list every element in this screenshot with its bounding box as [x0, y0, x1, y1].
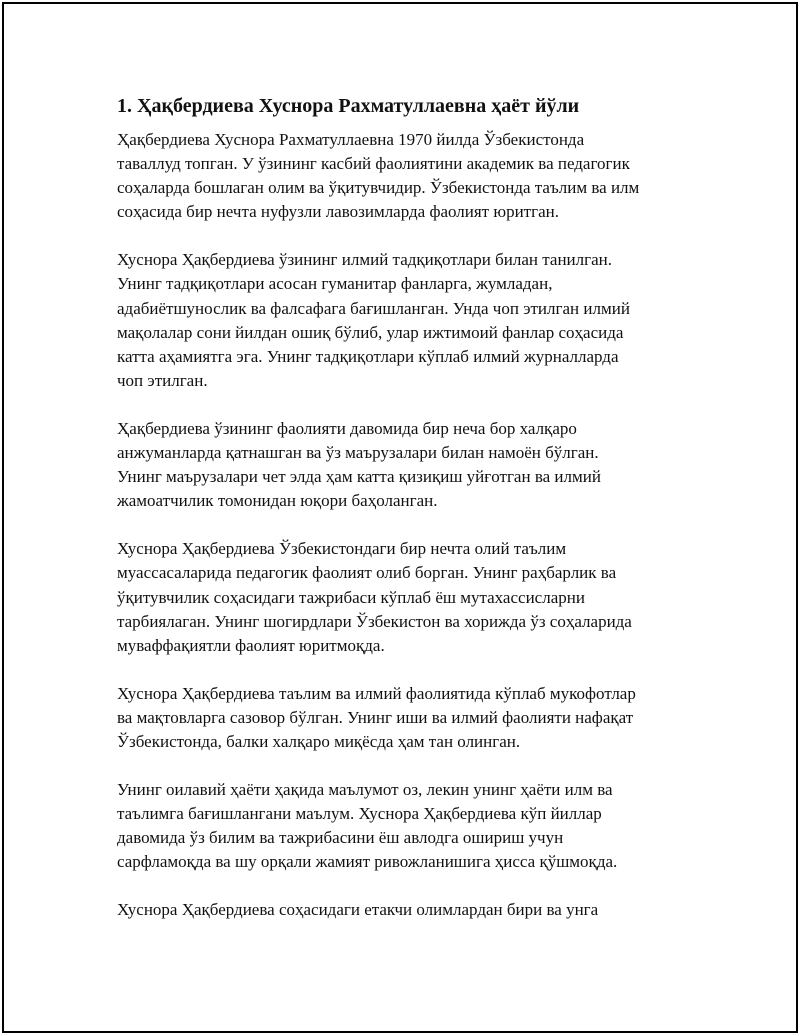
text-line: Унинг тадқиқотлари асосан гуманитар фанларга, жумладан, [117, 274, 553, 294]
text-line: жамоатчилик томонидан юқори баҳоланган. [117, 491, 438, 511]
paragraph [117, 128, 697, 224]
text-line: таваллуд топган. У ўзининг касбий фаолиятини академик ва педагогик [117, 154, 630, 174]
text-line: Ҳақбердиева Хуснора Рахматуллаевна 1970 йилда Ўзбекистонда [117, 130, 585, 149]
text-line: соҳаларда бошлаган олим ва ўқитувчидир. Ўзбекистонда таълим ва илм [117, 178, 640, 198]
text-line: таълимга бағишлангани маълум. Хуснора Ҳақбердиева кўп йиллар [117, 804, 602, 824]
text-line: Ҳақбердиева ўзининг фаолияти давомида бир неча бор халқаро [117, 418, 577, 438]
paragraph [117, 248, 697, 393]
text-line: анжуманларда қатнашган ва ўз маърузалари билан намоён бўлган. [117, 443, 599, 463]
text-line: Хуснора Ҳақбердиева Ўзбекистондаги бир нечта олий таълим [117, 539, 567, 559]
text-line: Унинг оилавий ҳаёти ҳақида маълумот оз, лекин унинг ҳаёти илм ва [117, 780, 613, 800]
text-line: Хуснора Ҳақбердиева соҳасидаги етакчи олимлардан бири ва унга [117, 900, 599, 920]
text-line: адабиётшунослик ва фалсафага бағишланган. Унда чоп этилган илмий [117, 298, 630, 318]
text-line: соҳасида бир нечта нуфузли лавозимларда фаолият юритган. [117, 202, 559, 222]
text-line: ўқитувчилик соҳасидаги тажрибаси кўплаб ёш мутахассисларни [117, 587, 585, 607]
text-line: сарфламоқда ва шу орқали жамият ривожланишига ҳисса қўшмоқда. [117, 852, 618, 872]
text-line: Ўзбекистонда, балки халқаро миқёсда ҳам тан олинган. [117, 731, 521, 751]
paragraph [117, 898, 697, 922]
text-line: ва мақтовларга сазовор бўлган. Унинг иши ва илмий фаолияти нафақат [117, 707, 634, 727]
text-line: катта аҳамиятга эга. Унинг тадқиқотлари кўплаб илмий журналларда [117, 346, 619, 366]
paragraph [117, 417, 697, 513]
paragraph [117, 682, 697, 754]
paragraph [117, 537, 697, 657]
section-heading: 1. Ҳақбердиева Хуснора Рахматуллаевна ҳаёт йўли [117, 95, 580, 117]
text-line: Хуснора Ҳақбердиева таълим ва илмий фаолиятида кўплаб мукофотлар [117, 683, 636, 703]
document-body [117, 92, 697, 947]
text-line: муассасаларида педагогик фаолият олиб борган. Унинг раҳбарлик ва [117, 563, 617, 583]
text-line: муваффақиятли фаолият юритмоқда. [117, 635, 385, 655]
text-line: давомида ўз билим ва тажрибасини ёш авлодга ошириш учун [117, 828, 564, 848]
text-line: тарбиялаган. Унинг шогирдлари Ўзбекистон ва хорижда ўз соҳаларида [117, 611, 632, 631]
paragraph [117, 778, 697, 874]
paragraphs-container [117, 128, 697, 923]
text-line: чоп этилган. [117, 370, 208, 390]
text-line: Хуснора Ҳақбердиева ўзининг илмий тадқиқотлари билан танилган. [117, 250, 613, 270]
text-line: Унинг маърузалари чет элда ҳам катта қизиқиш уйғотган ва илмий [117, 467, 601, 487]
text-line: мақолалар сони йилдан ошиқ бўлиб, улар ижтимоий фанлар соҳасида [117, 322, 624, 342]
